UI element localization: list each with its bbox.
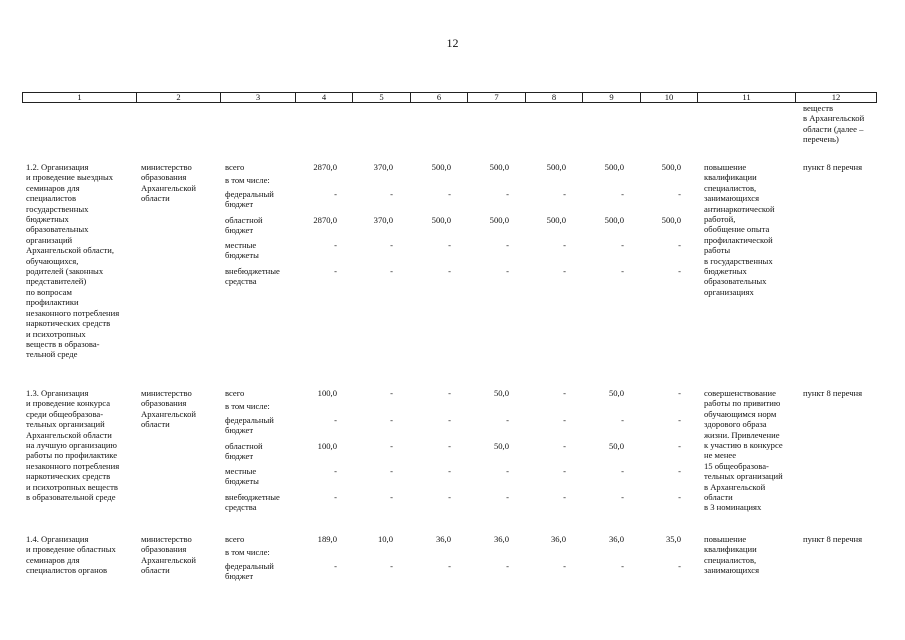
funding-value: -	[621, 466, 624, 476]
text-line: тельных организаций	[704, 471, 783, 482]
col-number: 5	[353, 93, 411, 103]
text-line: внебюджетные	[225, 266, 280, 276]
funding-value: -	[678, 266, 681, 276]
funding-value: 500,0	[604, 215, 624, 225]
funding-value: -	[563, 466, 566, 476]
funding-value: 500,0	[489, 215, 509, 225]
text-line: профилактики	[26, 297, 79, 308]
funding-value: -	[621, 240, 624, 250]
text-line: образования	[141, 544, 187, 555]
text-line: тельных организаций	[26, 419, 105, 430]
funding-value: -	[563, 388, 566, 398]
col-number: 11	[698, 93, 796, 103]
text-line: здорового образа	[704, 419, 767, 430]
text-line: обучающимся норм	[704, 408, 777, 419]
text-line: веществ	[803, 103, 834, 113]
text-line: государственных	[26, 203, 89, 214]
text-line: в Архангельской	[704, 481, 766, 492]
text-line: организациях	[704, 286, 754, 297]
text-line: в том числе:	[225, 547, 270, 557]
funding-value: -	[448, 189, 451, 199]
col-number: 7	[468, 93, 526, 103]
funding-value: -	[334, 492, 337, 502]
text-line: Архангельской области,	[26, 245, 115, 256]
funding-value: 36,0	[608, 534, 624, 544]
funding-value: -	[334, 240, 337, 250]
text-line: работой,	[704, 214, 736, 225]
text-line: бюджет	[225, 571, 254, 582]
funding-source	[225, 561, 297, 582]
col-number: 2	[137, 93, 221, 103]
measure-name	[26, 162, 136, 360]
funding-value: -	[678, 240, 681, 250]
text-line: незаконного потребления	[26, 307, 120, 318]
text-line: среди общеобразова-	[26, 408, 104, 419]
text-line: семинаров для	[26, 182, 80, 193]
funding-value: 50,0	[493, 441, 509, 451]
funding-value: -	[448, 240, 451, 250]
funding-value: -	[390, 388, 393, 398]
funding-value: -	[678, 415, 681, 425]
funding-value: -	[448, 415, 451, 425]
funding-source	[225, 175, 297, 185]
funding-source	[225, 189, 297, 210]
text-line: бюджеты	[225, 476, 259, 487]
text-line: области (далее –	[803, 123, 864, 134]
funding-value: -	[621, 492, 624, 502]
text-line: всего	[225, 534, 245, 544]
text-line: и проведение конкурса	[26, 398, 111, 409]
funding-value: -	[678, 466, 681, 476]
text-line: министерство	[141, 534, 192, 544]
text-line: области	[141, 565, 170, 576]
list-reference	[803, 388, 883, 398]
text-line: в том числе:	[225, 175, 270, 185]
funding-value: -	[448, 441, 451, 451]
text-line: пункт 8 перечня	[803, 534, 863, 544]
text-line: по вопросам	[26, 286, 72, 297]
text-line: организаций	[26, 234, 73, 245]
text-line: и психотропных веществ	[26, 481, 118, 492]
executor	[141, 388, 221, 430]
funding-value: 370,0	[373, 215, 393, 225]
funding-value: -	[678, 492, 681, 502]
funding-value: 370,0	[373, 162, 393, 172]
text-line: образования	[141, 398, 187, 409]
funding-value: -	[390, 240, 393, 250]
funding-source	[225, 415, 297, 436]
funding-value: -	[506, 561, 509, 571]
funding-value: 10,0	[377, 534, 393, 544]
funding-value: 500,0	[604, 162, 624, 172]
funding-value: -	[390, 561, 393, 571]
col-number: 9	[583, 93, 641, 103]
col-number: 4	[296, 93, 353, 103]
funding-value: 100,0	[317, 388, 337, 398]
funding-value: -	[621, 189, 624, 199]
text-line: бюджет	[225, 199, 254, 210]
text-line: семинаров для	[26, 554, 80, 565]
funding-source	[225, 401, 297, 411]
text-line: квалификации	[704, 172, 757, 183]
text-line: специалистов	[26, 193, 77, 204]
funding-value: -	[390, 266, 393, 276]
col-number: 6	[411, 93, 468, 103]
text-line: 1.3. Организация	[26, 388, 89, 398]
funding-value: -	[390, 492, 393, 502]
text-line: области	[141, 419, 170, 430]
text-line: федеральный	[225, 415, 274, 425]
text-line: повышение	[704, 162, 747, 172]
funding-source	[225, 266, 297, 287]
text-line: представителей)	[26, 276, 87, 287]
funding-value: 35,0	[665, 534, 681, 544]
text-line: незаконного потребления	[26, 460, 120, 471]
funding-source	[225, 162, 297, 172]
funding-value: -	[390, 441, 393, 451]
text-line: на лучшую организацию	[26, 440, 117, 451]
text-line: работы	[704, 245, 731, 256]
text-line: работы по привитию	[704, 398, 781, 409]
funding-source	[225, 547, 297, 557]
funding-value: -	[390, 189, 393, 199]
funding-source	[225, 492, 297, 513]
page-number: 12	[446, 36, 459, 50]
funding-source	[225, 534, 297, 544]
funding-value: 50,0	[608, 441, 624, 451]
funding-value: 100,0	[317, 441, 337, 451]
col-number: 3	[221, 93, 296, 103]
funding-value: -	[678, 388, 681, 398]
funding-value: -	[563, 492, 566, 502]
text-line: пункт 8 перечня	[803, 162, 863, 172]
funding-value: -	[390, 415, 393, 425]
funding-value: -	[448, 266, 451, 276]
funding-value: -	[506, 240, 509, 250]
text-line: бюджет	[225, 225, 254, 236]
funding-source	[225, 466, 297, 487]
funding-value: -	[678, 441, 681, 451]
funding-source	[225, 388, 297, 398]
funding-value: -	[563, 561, 566, 571]
continuation-text	[803, 103, 883, 145]
funding-value: 500,0	[546, 215, 566, 225]
text-line: веществ в образова-	[26, 338, 100, 349]
funding-value: 36,0	[550, 534, 566, 544]
text-line: областной	[225, 441, 263, 451]
funding-source	[225, 240, 297, 261]
text-line: федеральный	[225, 561, 274, 571]
funding-value: -	[563, 266, 566, 276]
text-line: квалификации	[704, 544, 757, 555]
text-line: области	[704, 492, 733, 503]
text-line: области	[141, 193, 170, 204]
funding-value: 500,0	[661, 215, 681, 225]
funding-value: -	[678, 561, 681, 571]
text-line: 1.4. Организация	[26, 534, 89, 544]
text-line: бюджетных	[704, 266, 747, 277]
funding-value: -	[390, 466, 393, 476]
funding-value: -	[334, 189, 337, 199]
funding-value: -	[506, 189, 509, 199]
text-line: работы по профилактике	[26, 450, 118, 461]
measure-name	[26, 534, 136, 576]
funding-value: -	[506, 266, 509, 276]
text-line: всего	[225, 388, 245, 398]
col-number: 1	[23, 93, 137, 103]
text-line: министерство	[141, 388, 192, 398]
funding-value: 36,0	[493, 534, 509, 544]
funding-value: -	[506, 466, 509, 476]
text-line: занимающихся	[704, 193, 760, 204]
text-line: в том числе:	[225, 401, 270, 411]
text-line: к участию в конкурсе	[704, 440, 783, 451]
text-line: Архангельской	[141, 408, 196, 419]
funding-value: -	[621, 266, 624, 276]
funding-value: -	[563, 415, 566, 425]
text-line: и проведение областных	[26, 544, 116, 555]
text-line: перечень)	[803, 134, 839, 145]
funding-value: -	[334, 266, 337, 276]
text-line: родителей (законных	[26, 266, 104, 277]
text-line: в образовательной среде	[26, 492, 116, 503]
col-number: 10	[641, 93, 698, 103]
text-line: министерство	[141, 162, 192, 172]
text-line: бюджетных	[26, 214, 69, 225]
funding-value: -	[621, 561, 624, 571]
expected-result	[704, 388, 798, 513]
text-line: специалистов,	[704, 182, 757, 193]
text-line: бюджеты	[225, 250, 259, 261]
executor	[141, 162, 221, 204]
text-line: жизни. Привлечение	[704, 429, 780, 440]
text-line: 1.2. Организация	[26, 162, 89, 172]
funding-value: 500,0	[431, 162, 451, 172]
funding-value: -	[621, 415, 624, 425]
funding-value: 500,0	[661, 162, 681, 172]
text-line: бюджет	[225, 425, 254, 436]
funding-value: -	[563, 189, 566, 199]
funding-value: -	[334, 415, 337, 425]
funding-value: -	[448, 466, 451, 476]
text-line: и проведение выездных	[26, 172, 114, 183]
text-line: специалистов органов	[26, 565, 108, 576]
text-line: Архангельской	[141, 554, 196, 565]
funding-value: 500,0	[431, 215, 451, 225]
funding-value: -	[563, 240, 566, 250]
funding-value: 50,0	[608, 388, 624, 398]
text-line: специалистов,	[704, 554, 757, 565]
text-line: пункт 8 перечня	[803, 388, 863, 398]
text-line: всего	[225, 162, 245, 172]
text-line: федеральный	[225, 189, 274, 199]
text-line: образования	[141, 172, 187, 183]
text-line: антинаркотической	[704, 203, 775, 214]
text-line: обучающихся,	[26, 255, 79, 266]
text-line: внебюджетные	[225, 492, 280, 502]
text-line: повышение	[704, 534, 747, 544]
text-line: наркотических средств	[26, 471, 111, 482]
funding-value: -	[678, 189, 681, 199]
text-line: и психотропных	[26, 328, 86, 339]
text-line: областной	[225, 215, 263, 225]
text-line: в 3 номинациях	[704, 502, 762, 513]
funding-value: -	[334, 466, 337, 476]
text-line: средства	[225, 276, 257, 287]
text-line: средства	[225, 502, 257, 513]
text-line: 15 общеобразова-	[704, 460, 769, 471]
text-line: обобщение опыта	[704, 224, 770, 235]
funding-value: 36,0	[435, 534, 451, 544]
funding-value: 189,0	[317, 534, 337, 544]
text-line: в Архангельской	[803, 113, 865, 124]
text-line: Архангельской	[141, 182, 196, 193]
funding-source	[225, 441, 297, 462]
funding-value: 50,0	[493, 388, 509, 398]
list-reference	[803, 534, 883, 544]
col-number: 8	[526, 93, 583, 103]
funding-value: 500,0	[489, 162, 509, 172]
funding-value: -	[506, 492, 509, 502]
expected-result	[704, 534, 798, 576]
measure-name	[26, 388, 136, 502]
text-line: тельной среде	[26, 349, 78, 360]
text-line: местные	[225, 240, 257, 250]
expected-result	[704, 162, 798, 297]
text-line: не менее	[704, 450, 737, 461]
text-line: профилактической	[704, 234, 773, 245]
funding-value: -	[506, 415, 509, 425]
text-line: занимающихся	[704, 565, 760, 576]
text-line: местные	[225, 466, 257, 476]
text-line: наркотических средств	[26, 318, 111, 329]
funding-value: -	[563, 441, 566, 451]
funding-value: 2870,0	[313, 215, 337, 225]
funding-value: -	[334, 561, 337, 571]
funding-value: -	[448, 561, 451, 571]
text-line: в государственных	[704, 255, 773, 266]
funding-value: 2870,0	[313, 162, 337, 172]
funding-source	[225, 215, 297, 236]
list-reference	[803, 162, 883, 172]
text-line: бюджет	[225, 451, 254, 462]
funding-value: 500,0	[546, 162, 566, 172]
text-line: образовательных	[704, 276, 767, 287]
funding-value: -	[448, 492, 451, 502]
executor	[141, 534, 221, 576]
text-line: образовательных	[26, 224, 89, 235]
funding-value: -	[448, 388, 451, 398]
column-number-header	[22, 92, 877, 103]
col-number: 12	[796, 93, 877, 103]
text-line: Архангельской области	[26, 429, 112, 440]
text-line: совершенствование	[704, 388, 776, 398]
